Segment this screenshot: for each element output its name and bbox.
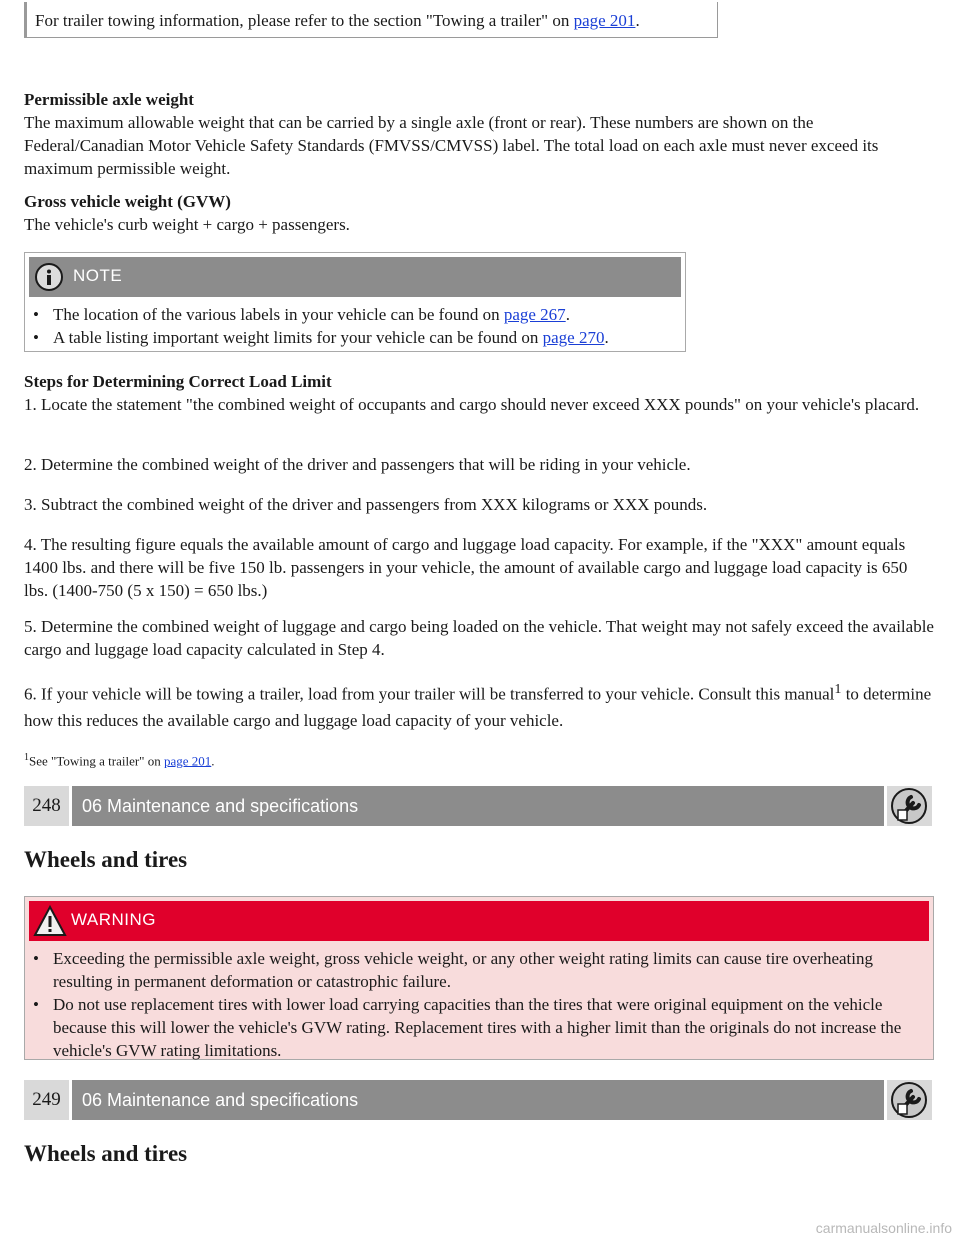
- footnote-end: .: [211, 753, 215, 769]
- note-item: [29, 303, 929, 326]
- footnote-number: 1: [24, 752, 29, 763]
- warning-label: WARNING: [71, 910, 157, 929]
- note-item: [29, 326, 929, 349]
- note-item-end: .: [565, 305, 570, 324]
- labels-page-link[interactable]: page 267: [503, 305, 566, 324]
- section-title: 06 Maintenance and specifications: [82, 1090, 359, 1110]
- note-item-text: A table listing important weight limits for your vehicle can be found on: [53, 328, 539, 347]
- note-item-end: .: [604, 328, 609, 347]
- towing-page-link[interactable]: page 201: [573, 11, 636, 30]
- page-number: 248: [24, 786, 72, 826]
- step-2: 2. Determine the combined weight of the driver and passengers that will be riding in your vehicle.: [24, 455, 691, 474]
- steps-heading: Steps for Determining Correct Load Limit: [24, 372, 332, 391]
- wrench-manual-icon: [884, 786, 932, 826]
- step-1: 1. Locate the statement "the combined weight of occupants and cargo should never exceed XXX pounds" on your vehicle's placard.: [24, 395, 920, 414]
- footnote-page-link[interactable]: page 201: [163, 753, 212, 769]
- note-box: [24, 252, 686, 352]
- step-6: [24, 676, 934, 734]
- load-limit-steps: [24, 370, 934, 416]
- warning-item: • Do not use replacement tires with lower load carrying capacities than the tires that were original equipment on the vehicle because this will lower the vehicle's GVW rating. Replacement tires with a higher limit than the originals do not increase the vehicle's GVW rating limitations.: [29, 993, 929, 1062]
- footnote-marker: 1: [834, 681, 842, 697]
- section-bar-248: [24, 786, 932, 826]
- footnote-text: See "Towing a trailer" on: [29, 753, 161, 769]
- axle-weight-body: The maximum allowable weight that can be carried by a single axle (front or rear). These numbers are shown on the Federal/Canadian Motor Vehicle Safety Standards (FMVSS/CMVSS) label. The total load on each axle must never exceed its maximum permissible weight.: [24, 113, 879, 178]
- watermark: carmanualsonline.info: [815, 1220, 952, 1236]
- note-header: [29, 257, 681, 297]
- towing-reference-end: .: [635, 11, 640, 30]
- warning-item: • Exceeding the permissible axle weight, gross vehicle weight, or any other weight rating limits can cause tire overheating resulting in permanent deformation or catastrophic failure.: [29, 947, 929, 993]
- step-4: 4. The resulting figure equals the available amount of cargo and luggage load capacity. For example, if the "XXX" amount equals 1400 lbs. and there will be five 150 lb. passengers in your vehicle, the amount of available cargo and luggage load capacity is 650 lbs. (1400-750 (5 x 150) = 650 lbs.): [24, 535, 908, 600]
- axle-weight-heading: Permissible axle weight: [24, 90, 194, 109]
- warning-triangle-icon: [33, 905, 67, 943]
- towing-reference-box: [24, 2, 718, 38]
- note-label: NOTE: [73, 266, 123, 285]
- section-bar-249: [24, 1080, 932, 1120]
- warning-header: [29, 901, 929, 941]
- gvw-heading: Gross vehicle weight (GVW): [24, 192, 231, 211]
- wheels-tires-heading: Wheels and tires: [24, 847, 188, 872]
- warning-box: [24, 896, 934, 1060]
- step-3: 3. Subtract the combined weight of the driver and passengers from XXX kilograms or XXX pounds.: [24, 495, 708, 514]
- axle-weight-section: [24, 88, 934, 180]
- warning-list: [29, 947, 929, 1062]
- weight-limits-page-link[interactable]: page 270: [542, 328, 605, 347]
- page-number: 249: [24, 1080, 72, 1120]
- footnote: [24, 746, 215, 772]
- note-list: [29, 303, 929, 349]
- step-6-text-end: to determine how this reduces the available cargo and luggage load capacity of your vehicle.: [24, 684, 932, 730]
- wrench-manual-icon: [884, 1080, 932, 1120]
- gvw-section: [24, 190, 934, 236]
- note-item-text: The location of the various labels in your vehicle can be found on: [53, 305, 500, 324]
- info-icon: [35, 263, 63, 291]
- towing-reference-text: For trailer towing information, please refer to the section "Towing a trailer" on: [35, 11, 570, 30]
- step-5: 5. Determine the combined weight of luggage and cargo being loaded on the vehicle. That weight may not safely exceed the available cargo and luggage load capacity calculated in Step 4.: [24, 617, 934, 659]
- wheels-tires-heading: Wheels and tires: [24, 1141, 188, 1166]
- gvw-body: The vehicle's curb weight + cargo + passengers.: [24, 215, 350, 234]
- step-6-text: 6. If your vehicle will be towing a trailer, load from your trailer will be transferred to your vehicle. Consult this manual: [24, 684, 835, 704]
- section-title: 06 Maintenance and specifications: [82, 796, 359, 816]
